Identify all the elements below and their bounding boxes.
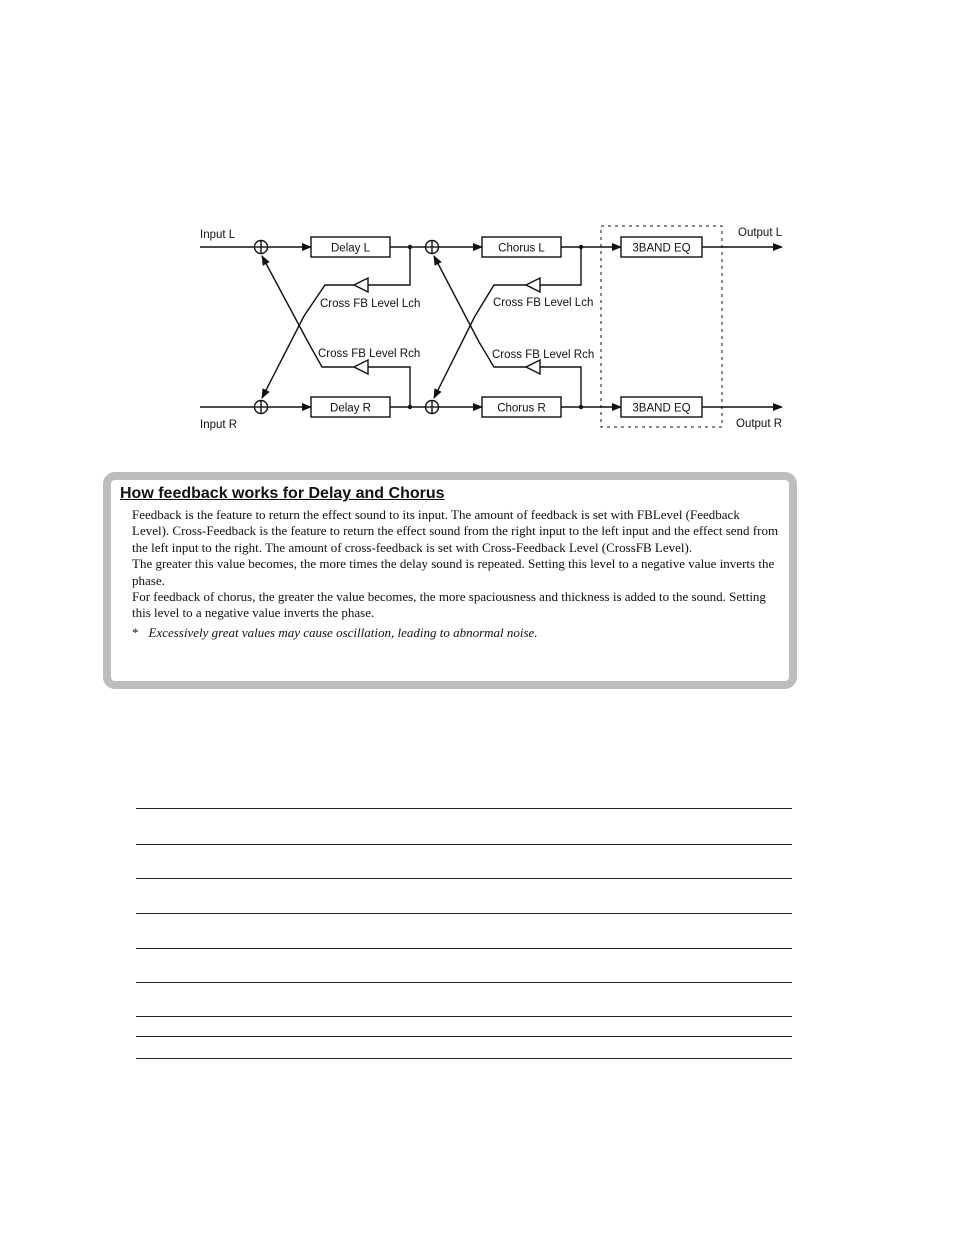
rule-line (136, 844, 792, 845)
rule-line (136, 982, 792, 983)
chorus-l-label: Chorus L (498, 242, 545, 255)
caution-text: Excessively great values may cause oscillation, leading to abnormal noise. (148, 624, 538, 640)
feedback-info-box (103, 472, 797, 689)
delay-cross-fb-lch-label: Cross FB Level Lch (320, 298, 421, 310)
caution-mark: * (132, 624, 139, 640)
chorus-cross-fb-lch-amp-icon (526, 278, 540, 292)
rule-line (136, 1058, 792, 1059)
chorus-r-label: Chorus R (497, 402, 546, 415)
input-l-label: Input L (200, 229, 236, 241)
rule-line (136, 808, 792, 809)
delay-l-label: Delay L (331, 242, 370, 255)
signal-flow-diagram (0, 0, 954, 460)
mixer-delay-l-icon (255, 241, 268, 254)
info-paragraph-1: Feedback is the feature to return the effect sound to its input. The amount of feedback is set with FBLevel (Feedback Level). Cross-Feedback is the feature to return the effect sound from the right input to the left input and the effect send from the left input to the right. The amount of cross-feedback is set with Cross-Feedback Level (CrossFB Level). (132, 507, 779, 555)
rule-line (136, 913, 792, 914)
input-r-label: Input R (200, 419, 238, 431)
mixer-chorus-l-icon (426, 241, 439, 254)
mixer-delay-r-icon (255, 401, 268, 414)
delay-cross-fb-lch-amp-icon (354, 278, 368, 292)
chorus-cross-fb-rch-label: Cross FB Level Rch (492, 349, 595, 361)
eq-l-label: 3BAND EQ (632, 242, 691, 255)
info-box-title: How feedback works for Delay and Chorus (120, 485, 445, 502)
chorus-cross-fb-lch-label: Cross FB Level Lch (493, 297, 594, 309)
info-paragraph-2: The greater this value becomes, the more times the delay sound is repeated. Setting this level to a negative value inverts the phase. (132, 556, 775, 588)
delay-cross-fb-rch-amp-icon (354, 360, 368, 374)
mixer-chorus-r-icon (426, 401, 439, 414)
output-r-label: Output R (736, 418, 783, 430)
delay-r-label: Delay R (330, 402, 371, 415)
rule-line (136, 948, 792, 949)
delay-cross-fb-rch-label: Cross FB Level Rch (318, 348, 421, 360)
info-caution (132, 624, 780, 641)
rule-line (136, 1036, 792, 1037)
rule-line (136, 878, 792, 879)
chorus-cross-fb-rch-amp-icon (526, 360, 540, 374)
eq-r-label: 3BAND EQ (632, 402, 691, 415)
info-paragraph-3: For feedback of chorus, the greater the value becomes, the more spaciousness and thickness is added to the sound. Setting this level to a negative value inverts the phase. (132, 589, 766, 621)
output-l-label: Output L (738, 227, 783, 239)
rule-line (136, 1016, 792, 1017)
